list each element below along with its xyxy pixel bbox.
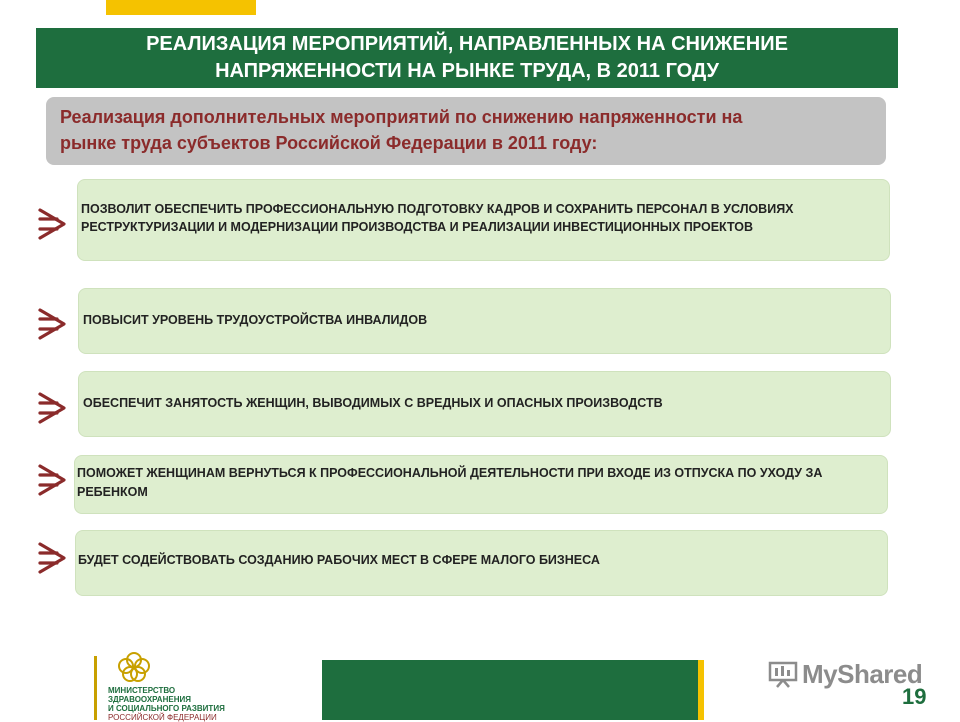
subtitle-text [60, 104, 872, 156]
item-box-4 [74, 455, 888, 514]
implies-arrow-icon [36, 538, 68, 578]
logo-line-3: И СОЦИАЛЬНОГО РАЗВИТИЯ [108, 704, 225, 713]
item-box-3 [78, 371, 891, 437]
implies-arrow-icon [36, 460, 68, 500]
subtitle-line-1: Реализация дополнительных мероприятий по снижению напряженности на [60, 107, 743, 127]
watermark-text: MyShared [802, 658, 923, 689]
implies-arrow-icon [36, 388, 68, 428]
item-box-1 [77, 179, 890, 261]
ministry-logo-text [108, 686, 268, 722]
subtitle-box [46, 97, 886, 165]
logo-line-1: МИНИСТЕРСТВО [108, 686, 176, 695]
logo-line-4: РОССИЙСКОЙ ФЕДЕРАЦИИ [108, 713, 217, 722]
subtitle-line-2: рынке труда субъектов Российской Федерации в 2011 году: [60, 133, 598, 153]
ministry-logo-icon [104, 648, 164, 688]
item-text-2: ПОВЫСИТ УРОВЕНЬ ТРУДОУСТРОЙСТВА ИНВАЛИДОВ [83, 312, 428, 327]
bottom-yellow-bar [698, 660, 704, 720]
logo-divider [94, 656, 97, 720]
title-line-2: НАПРЯЖЕННОСТИ НА РЫНКЕ ТРУДА, В 2011 ГОДУ [215, 60, 719, 82]
item-text-5: БУДЕТ СОДЕЙСТВОВАТЬ СОЗДАНИЮ РАБОЧИХ МЕСТ В СФЕРЕ МАЛОГО БИЗНЕСА [78, 552, 600, 567]
logo-line-2: ЗДРАВООХРАНЕНИЯ [108, 695, 191, 704]
page-title [146, 31, 788, 85]
title-line-1: РЕАЛИЗАЦИЯ МЕРОПРИЯТИЙ, НАПРАВЛЕННЫХ НА СНИЖЕНИЕ [146, 33, 788, 55]
item-text-1: ПОЗВОЛИТ ОБЕСПЕЧИТЬ ПРОФЕССИОНАЛЬНУЮ ПОДГОТОВКУ КАДРОВ И СОХРАНИТЬ ПЕРСОНАЛ В УСЛОВИЯХ РЕСТРУКТУРИЗАЦИИ И МОДЕРНИЗАЦИИ ПРОИЗВОДСТВА И РЕАЛИЗАЦИИ ИНВЕСТИЦИОННЫХ ПРОЕКТОВ [81, 201, 794, 234]
presentation-icon [768, 659, 798, 689]
item-box-5 [75, 530, 888, 596]
top-accent-bar [106, 0, 256, 15]
bottom-green-bar [322, 660, 698, 720]
page-number: 19 [902, 684, 927, 709]
implies-arrow-icon [36, 304, 68, 344]
item-text-3: ОБЕСПЕЧИТ ЗАНЯТОСТЬ ЖЕНЩИН, ВЫВОДИМЫХ С ВРЕДНЫХ И ОПАСНЫХ ПРОИЗВОДСТВ [83, 395, 663, 410]
title-bar [36, 28, 898, 88]
implies-arrow-icon [36, 204, 68, 244]
item-text-4: ПОМОЖЕТ ЖЕНЩИНАМ ВЕРНУТЬСЯ К ПРОФЕССИОНАЛЬНОЙ ДЕЯТЕЛЬНОСТИ ПРИ ВХОДЕ ИЗ ОТПУСКА ПО УХОДУ ЗА РЕБЕНКОМ [77, 466, 823, 499]
item-box-2 [78, 288, 891, 354]
